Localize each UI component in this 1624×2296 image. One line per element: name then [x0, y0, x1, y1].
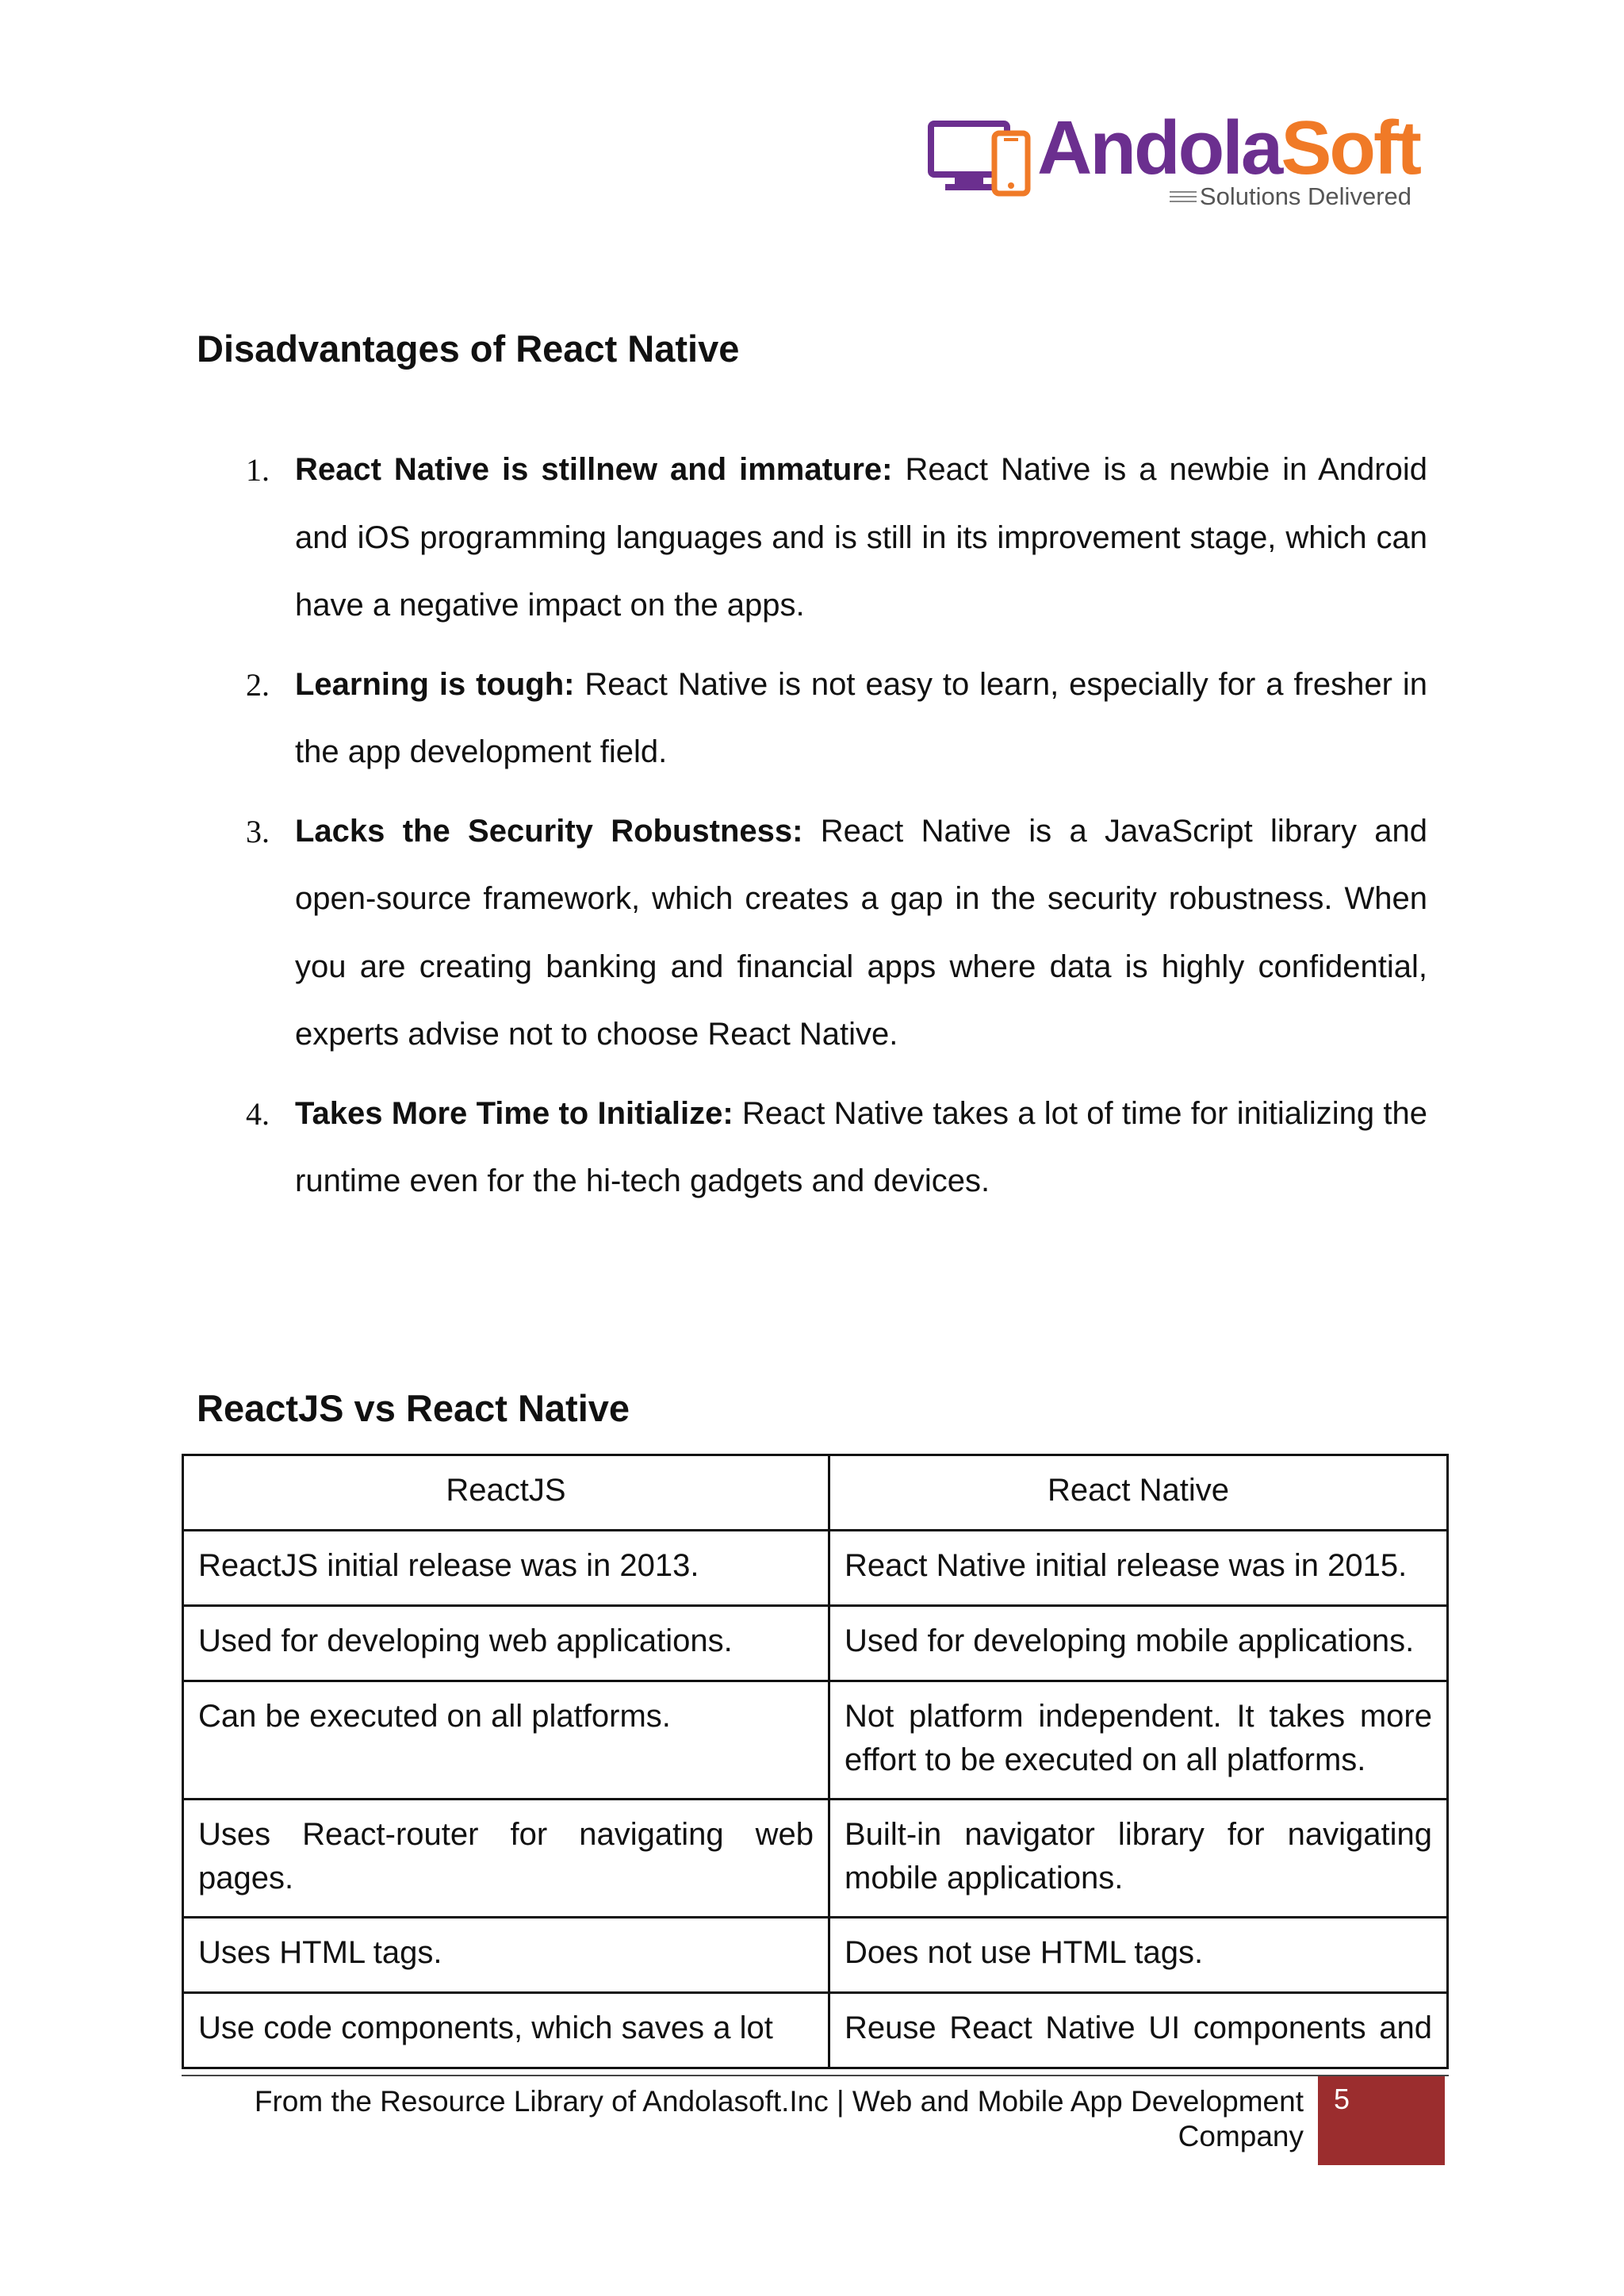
- table-row: [183, 1681, 1448, 1800]
- list-item: 2. Learning is tough: React Native is not easy to learn, especially for a fresher in the app development field.: [246, 666, 1427, 769]
- table-row: [183, 1993, 1448, 2068]
- device-monitor-phone-icon: [928, 117, 1037, 201]
- table-cell: Can be executed on all platforms.: [183, 1681, 829, 1800]
- table-cell: Used for developing mobile applications.: [829, 1606, 1448, 1681]
- comparison-table: [182, 1454, 1449, 2069]
- section-heading-comparison: ReactJS vs React Native: [197, 1387, 630, 1429]
- table-row: [183, 1918, 1448, 1993]
- disadvantages-list: [197, 436, 1427, 1227]
- table-row: [183, 1531, 1448, 1606]
- table-cell: Uses HTML tags.: [183, 1918, 829, 1993]
- table-cell: Not platform independent. It takes more effort to be executed on all platforms.: [829, 1681, 1448, 1800]
- table-cell: React Native initial release was in 2015.: [829, 1531, 1448, 1606]
- page-number-box: [1318, 2076, 1445, 2165]
- logo-wordmark: AndolaSoft: [1037, 105, 1419, 190]
- table-cell: Used for developing web applications.: [183, 1606, 829, 1681]
- table-cell: Use code components, which saves a lot: [183, 1993, 829, 2068]
- logo-tagline: Solutions Delivered: [1170, 182, 1411, 211]
- footer-divider: [182, 2075, 1449, 2076]
- section-heading-disadvantages: Disadvantages of React Native: [197, 328, 740, 370]
- table-cell: ReactJS initial release was in 2013.: [183, 1531, 829, 1606]
- footer-text: From the Resource Library of Andolasoft.Inc | Web and Mobile App Development Company: [254, 2085, 1304, 2152]
- table-header-cell: React Native: [829, 1455, 1448, 1531]
- table-cell: Reuse React Native UI components and: [829, 1993, 1448, 2068]
- list-item: 1. React Native is stillnew and immature: React Native is a newbie in Android and iOS programming languages and is still in its improvement stage, which can have a negative impact on the apps.: [246, 452, 1428, 623]
- table-cell: Uses React-router for navigating web pages.: [183, 1800, 829, 1918]
- table-row: [183, 1606, 1448, 1681]
- table-header-cell: ReactJS: [183, 1455, 829, 1531]
- list-item: 3. Lacks the Security Robustness: React Native is a JavaScript library and open-source framework, which creates a gap in the security robustness. When you are creating banking and financial apps where data is highly confidential, experts advise not to choose React Native.: [246, 813, 1427, 1052]
- andolasoft-logo: [928, 105, 1419, 213]
- table-row: [183, 1800, 1448, 1918]
- table-cell: Does not use HTML tags.: [829, 1918, 1448, 1993]
- table-cell: Built-in navigator library for navigating mobile applications.: [829, 1800, 1448, 1918]
- tagline-lines-icon: [1170, 191, 1197, 205]
- page-number: 5: [1334, 2083, 1350, 2115]
- table-header-row: [183, 1455, 1448, 1531]
- list-item: 4. Takes More Time to Initialize: React Native takes a lot of time for initializing the runtime even for the hi-tech gadgets and devices.: [246, 1095, 1427, 1198]
